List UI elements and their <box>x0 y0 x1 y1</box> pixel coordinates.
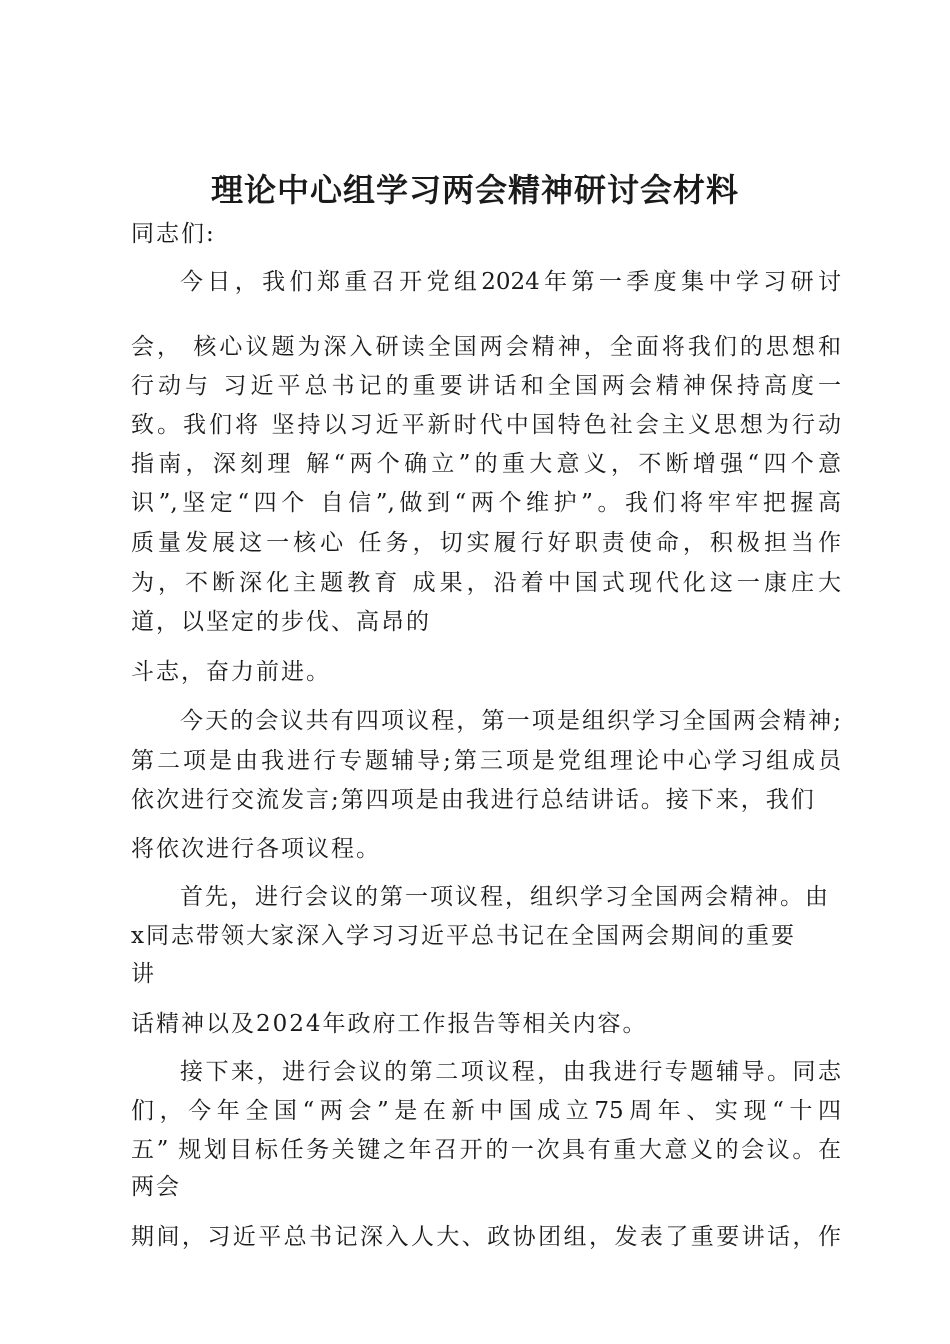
paragraph-2-line-3: 依次进行交流发言;第四项是由我进行总结讲话。接下来，我们 <box>131 787 816 813</box>
paragraph-2-line-1: 今天的会议共有四项议程，第一项是组织学习全国两会精神; <box>180 708 841 734</box>
paragraph-1-line-3: 行动与 习近平总书记的重要讲话和全国两会精神保持高度一 <box>131 373 841 399</box>
paragraph-1-line-7: 质量发展这一核心 任务，切实履行好职责使命，积极担当作 <box>131 530 841 556</box>
paragraph-3-line-1: 首先，进行会议的第一项议程，组织学习全国两会精神。由 <box>180 884 830 910</box>
paragraph-4-line-3: 五” 规划目标任务关键之年召开的一次具有重大意义的会议。在 <box>131 1137 841 1163</box>
paragraph-3-line-2: x同志带领大家深入学习习近平总书记在全国两会期间的重要 <box>131 923 796 949</box>
paragraph-1-line-8: 为，不断深化主题教育 成果，沿着中国式现代化这一康庄大 <box>131 570 841 596</box>
paragraph-3-line-3: 讲 <box>131 961 156 987</box>
salutation-line: 同志们: <box>131 221 216 247</box>
paragraph-1-line-1: 今日，我们郑重召开党组2024年第一季度集中学习研讨 <box>180 269 841 295</box>
paragraph-1-line-5: 指南，深刻理 解“两个确立”的重大意义，不断增强“四个意 <box>131 451 841 477</box>
paragraph-1-line-6: 识”,坚定“四个 自信”,做到“两个维护”。我们将牢牢把握高 <box>131 490 841 516</box>
paragraph-1-line-4: 致。我们将 坚持以习近平新时代中国特色社会主义思想为行动 <box>131 412 841 438</box>
paragraph-1-line-2: 会， 核心议题为深入研读全国两会精神，全面将我们的思想和 <box>131 334 841 360</box>
paragraph-4-line-5: 期间，习近平总书记深入人大、政协团组，发表了重要讲话，作 <box>131 1224 841 1250</box>
document-title: 理论中心组学习两会精神研讨会材料 <box>210 171 739 209</box>
paragraph-2-line-2: 第二项是由我进行专题辅导;第三项是党组理论中心学习组成员 <box>131 748 841 774</box>
paragraph-1-line-9: 道，以坚定的步伐、高昂的 <box>131 609 431 635</box>
paragraph-4-line-4: 两会 <box>131 1174 181 1200</box>
paragraph-2-line-4: 将依次进行各项议程。 <box>131 836 381 862</box>
paragraph-4-line-2: 们，今年全国“两会”是在新中国成立75周年、实现“十四 <box>131 1098 841 1124</box>
paragraph-1-line-10: 斗志，奋力前进。 <box>131 659 331 685</box>
paragraph-3-line-4: 话精神以及2024年政府工作报告等相关内容。 <box>131 1011 648 1037</box>
paragraph-4-line-1: 接下来，进行会议的第二项议程，由我进行专题辅导。同志 <box>180 1059 841 1085</box>
